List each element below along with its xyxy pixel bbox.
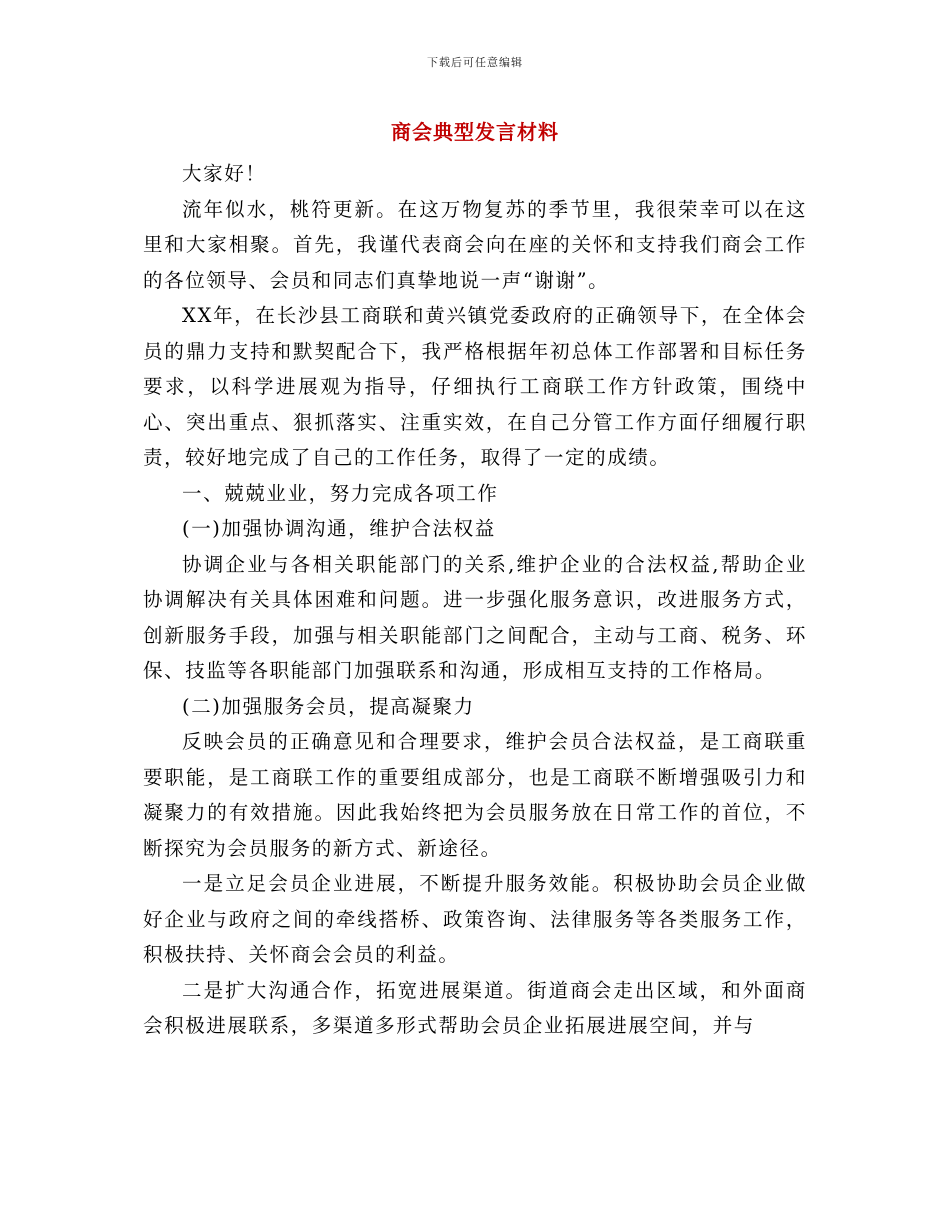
paragraph-greeting: 大家好！ [182,162,267,185]
section-heading-1: 一、兢兢业业，努力完成各项工作 [182,481,499,505]
paragraph-point-2: 二是扩大沟通合作，拓宽进展渠道。街道商会走出区域，和外面商会积极进展联系，多渠道多形式帮助会员企业拓展进展空间，并与 [143,978,807,1037]
paragraph-summary: XX年，在长沙县工商联和黄兴镇党委政府的正确领导下，在全体会员的鼎力支持和默契配合下，我严格根据年初总体工作部署和目标任务要求，以科学进展观为指导，仔细执行工商联工作方针政策，围绕中心、突出重点、狠抓落实、注重实效，在自己分管工作方面仔细履行职责，较好地完成了自己的工作任务，取得了一定的成绩。 [143,304,807,469]
page-header-note: 下载后可任意编辑 [427,56,523,69]
paragraph-opening: 流年似水，桃符更新。在这万物复苏的季节里，我很荣幸可以在这里和大家相聚。首先，我谨代表商会向在座的关怀和支持我们商会工作的各位领导、会员和同志们真挚地说一声“谢谢”。 [143,197,807,292]
paragraph-member-service: 反映会员的正确意见和合理要求，维护会员合法权益，是工商联重要职能，是工商联工作的重要组成部分，也是工商联不断增强吸引力和凝聚力的有效措施。因此我始终把为会员服务放在日常工作的首位，不断探究为会员服务的新方式、新途径。 [143,730,807,860]
document-body [143,156,807,1044]
document-title: 商会典型发言材料 [391,120,559,144]
subsection-heading-1: (一)加强协调沟通，维护合法权益 [182,517,496,540]
subsection-heading-2: (二)加强服务会员，提高凝聚力 [182,694,475,718]
paragraph-point-1: 一是立足会员企业进展，不断提升服务效能。积极协助会员企业做好企业与政府之间的牵线搭桥、政策咨询、法律服务等各类服务工作，积极扶持、关怀商会会员的利益。 [143,872,807,966]
paragraph-coordination: 协调企业与各相关职能部门的关系,维护企业的合法权益,帮助企业协调解决有关具体困难和问题。进一步强化服务意识，改进服务方式，创新服务手段，加强与相关职能部门之间配合，主动与工商、税务、环保、技监等各职能部门加强联系和沟通，形成相互支持的工作格局。 [143,552,807,682]
